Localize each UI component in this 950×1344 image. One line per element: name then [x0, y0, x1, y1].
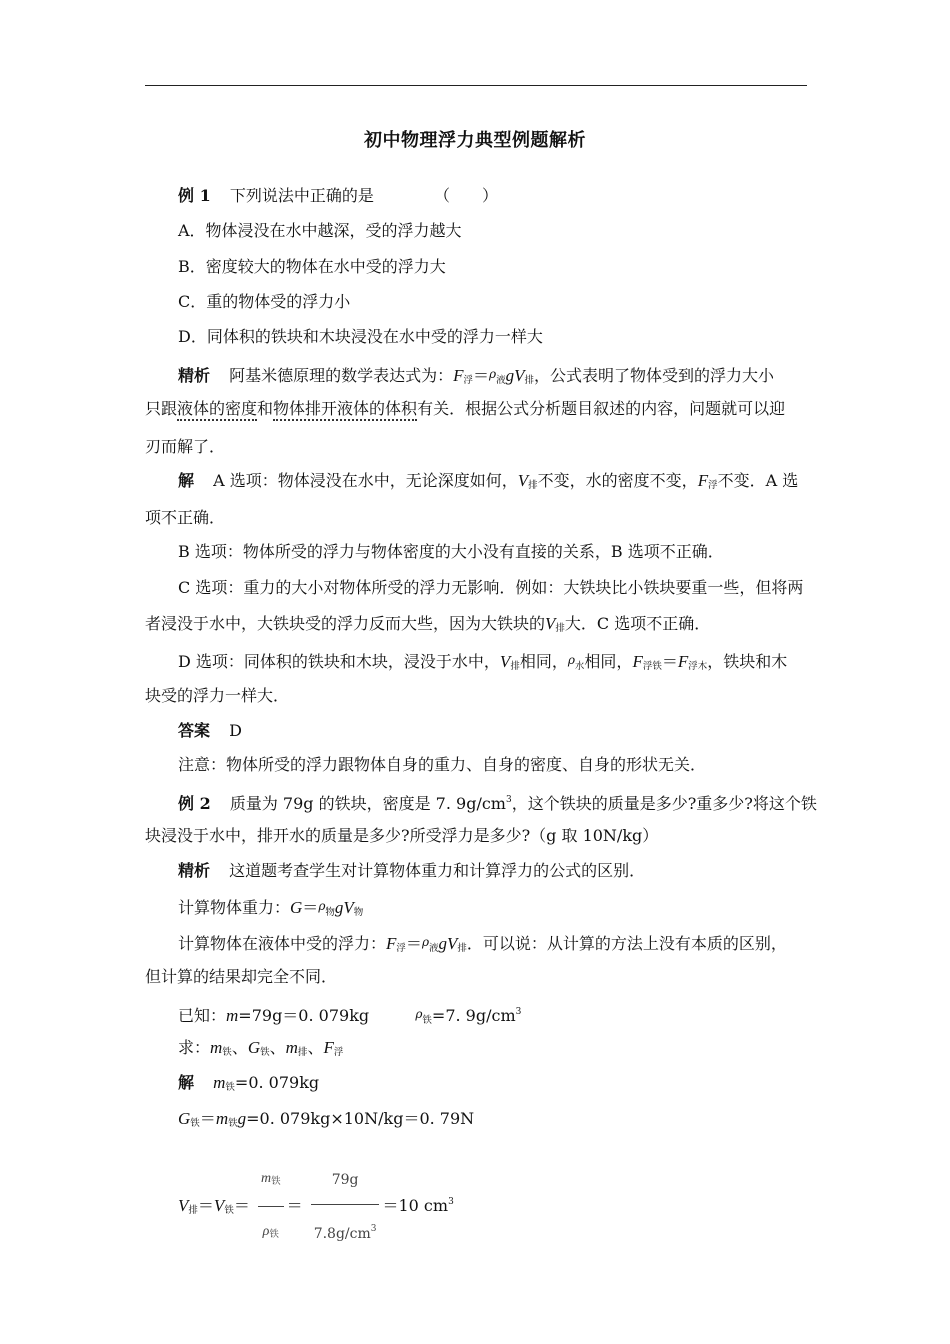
ex2-question-line1: 例 2 质量为 79g 的铁块，密度是 7. $9g/cm^3$，这个铁块的质量是多少?重多少?将这个铁: [178, 794, 817, 813]
emphasis-displaced-volume: 物体排开液体的体积: [273, 399, 417, 421]
ex1-question: [178, 185, 498, 207]
ex1-solution-d-line1: D 选项：同体积的铁块和木块，浸没于水中，$V_排$相同，$\rho_水$相同，$F_{浮铁}=F_{浮木}$，铁块和木: [178, 652, 788, 672]
ex1-option-d: D．同体积的铁块和木块浸没在水中受的浮力一样大: [178, 327, 543, 346]
ex1-solution-label: 解: [178, 471, 195, 490]
ex1-paren: （ ）: [434, 186, 499, 205]
ex2-buoyancy-formula: 计算物体在液体中受的浮力：$F_浮=\rho_液gV_排$．可以说：从计算的方法上没有本质的区别，: [178, 934, 787, 954]
ex1-label: 例 1: [178, 186, 211, 205]
ex2-solution-mass: 解 $m_铁=0$. 079kg: [178, 1073, 320, 1093]
ex1-option-a: A．物体浸没在水中越深，受的浮力越大: [178, 221, 462, 240]
header-rule: [145, 85, 807, 86]
ex1-option-c: C．重的物体受的浮力小: [178, 292, 351, 311]
ex1-question-text: 下列说法中正确的是: [229, 186, 374, 205]
ex1-answer: [178, 720, 242, 742]
ex2-solution-weight: $G_铁=m_铁g=0$. 079kg×10N/kg＝0. 79N: [178, 1109, 475, 1129]
ex2-known: 已知：m=79g＝0. 079kg $\rho_铁=7$. $9g/cm^3$: [178, 1006, 522, 1026]
ex2-solution-volume: $V_排=V_铁=$ $\frac{m_铁}{\rho_铁}$ ＝ $\frac{79g}{7.8g/cm^3}$ ＝10 $cm^3$: [178, 1156, 454, 1257]
ex2-question-line2: 块浸没于水中，排开水的质量是多少?所受浮力是多少?（g 取 10N/kg）: [145, 826, 659, 845]
ex1-analysis-line2: 只跟液体的密度和物体排开液体的体积有关．根据公式分析题目叙述的内容，问题就可以迎: [145, 398, 785, 420]
ex2-find: 求：$m_铁$、$G_铁$、$m_排$、$F_浮$: [178, 1038, 344, 1058]
ex1-note: 注意：物体所受的浮力跟物体自身的重力、自身的密度、自身的形状无关．: [178, 755, 707, 774]
ex1-answer-label: 答案: [178, 721, 211, 740]
fraction-m-over-rho: $\frac{m_铁}{\rho_铁}$: [258, 1156, 284, 1257]
ex1-analysis-line1: 精析 阿基米德原理的数学表达式为：$F_浮=\rho_液gV_排$，公式表明了物体受到的浮力大小: [178, 366, 775, 386]
emphasis-liquid-density: 液体的密度: [177, 399, 257, 421]
page-title: 初中物理浮力典型例题解析: [364, 130, 586, 151]
ex2-analysis-label: 精析: [178, 861, 211, 880]
ex1-solution-c-line1: C 选项：重力的大小对物体所受的浮力无影响．例如：大铁块比小铁块要重一些，但将两: [178, 578, 804, 597]
ex2-gravity-formula: 计算物体重力：$G=\rho_物gV_物$: [178, 898, 364, 918]
ex1-solution-a-line2: 项不正确．: [145, 508, 226, 527]
ex2-analysis: 精析 这道题考查学生对计算物体重力和计算浮力的公式的区别．: [178, 861, 646, 880]
fraction-values: $\frac{79g}{7.8g/cm^3}$: [311, 1158, 380, 1256]
ex1-solution-d-line2: 块受的浮力一样大．: [145, 686, 290, 705]
ex1-solution-b: B 选项：物体所受的浮力与物体密度的大小没有直接的关系，B 选项不正确．: [178, 542, 724, 561]
ex2-solution-label: 解: [178, 1073, 195, 1092]
ex1-solution-c-line2: 者浸没于水中，大铁块受的浮力反而大些，因为大铁块的$V_排$大．C 选项不正确．: [145, 614, 711, 634]
ex2-buoyancy-line2: 但计算的结果却完全不同．: [145, 967, 338, 986]
ex1-solution-a-line1: 解 A 选项：物体浸没在水中，无论深度如何，$V_排$不变，水的密度不变，$F_浮$不变．A 选: [178, 471, 799, 491]
ex1-analysis-label: 精析: [178, 366, 211, 385]
ex1-answer-value: D: [229, 721, 242, 740]
ex2-label: 例 2: [178, 794, 211, 813]
ex1-analysis-line3: 刃而解了．: [145, 437, 226, 456]
ex1-option-b: B．密度较大的物体在水中受的浮力大: [178, 257, 446, 276]
